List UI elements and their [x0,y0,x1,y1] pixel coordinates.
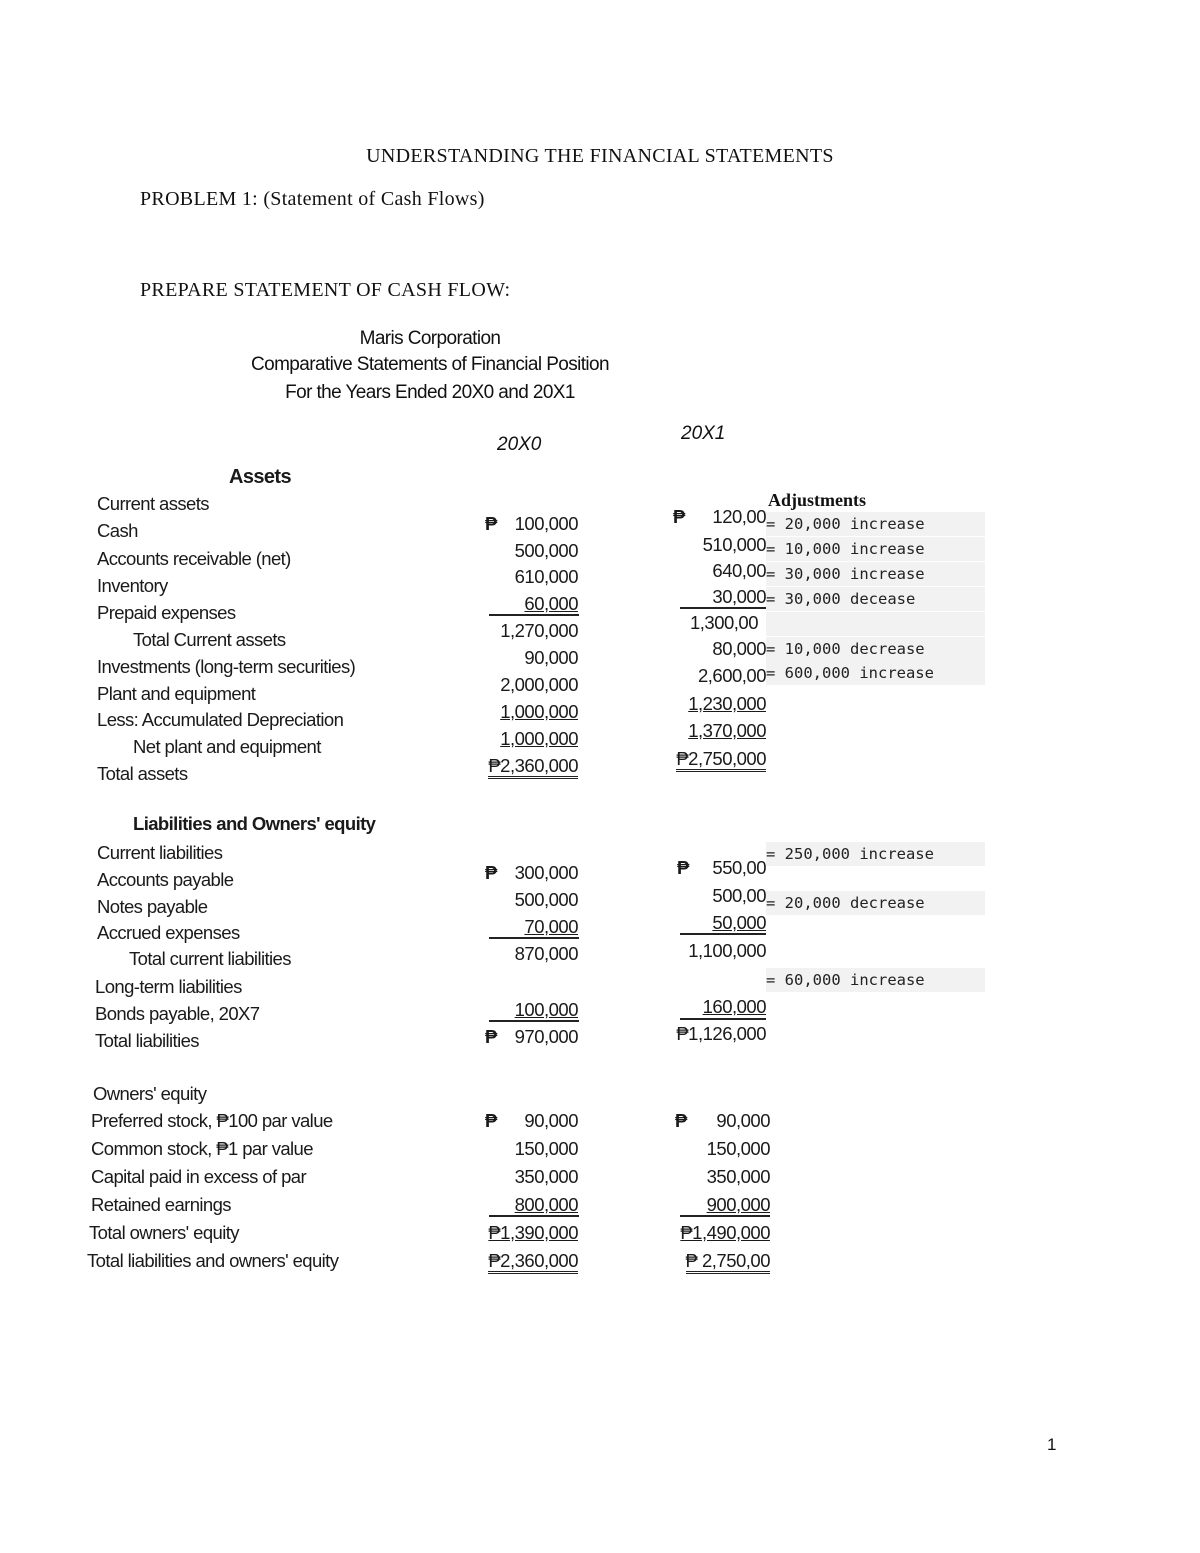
row-label: Total current liabilities [129,948,291,969]
problem-heading: PROBLEM 1: (Statement of Cash Flows) [140,188,485,210]
value-20x1: 1,370,000 [688,720,766,741]
row-label: Investments (long-term securities) [97,656,356,677]
value-20x0: 150,000 [514,1138,578,1159]
row-label: Common stock, ₱1 par value [91,1138,313,1159]
row-label: Notes payable [97,896,208,917]
row-label: Inventory [97,575,168,596]
row-label: Total assets [97,763,188,784]
row-label: Accounts payable [97,869,234,890]
adjustment-note: = 10,000 increase [766,537,985,561]
value-20x1: 150,000 [706,1138,770,1159]
peso-sign: ₱ [485,862,498,883]
total-liabilities-equity-20x1: ₱ 2,750,00 [686,1250,771,1274]
page-title: UNDERSTANDING THE FINANCIAL STATEMENTS [366,145,834,167]
total-liabilities-equity-20x0: ₱2,360,000 [488,1250,578,1274]
peso-sign: ₱ [675,1110,688,1131]
value-20x1: 80,000 [712,638,766,659]
value-20x1: 120,00 [712,506,766,527]
value-20x0: 2,000,000 [500,674,578,695]
value-20x1: 90,000 [716,1110,770,1131]
subtotal-rule [680,607,766,609]
adjustment-note: = 600,000 increase [766,661,985,685]
row-label: Preferred stock, ₱100 par value [91,1110,333,1131]
subtotal-rule [489,1215,579,1217]
row-label: Plant and equipment [97,683,256,704]
subtotal-rule [489,614,579,616]
subtotal-rule [680,1215,770,1217]
peso-sign: ₱ [673,506,686,527]
value-20x0: 800,000 [514,1194,578,1215]
adjustment-note: = 10,000 decrease [766,637,985,661]
column-header-20x0: 20X0 [497,434,542,455]
peso-sign: ₱ [485,1026,498,1047]
value-20x1: 1,100,000 [688,940,766,961]
page-number: 1 [1047,1435,1057,1454]
peso-sign: ₱ [677,857,690,878]
value-20x0: 60,000 [524,593,578,614]
value-20x1: 30,000 [712,586,766,607]
value-20x1: 350,000 [706,1166,770,1187]
company-name: Maris Corporation [359,328,501,349]
row-label: Net plant and equipment [133,736,321,757]
value-20x0: 500,000 [514,889,578,910]
value-20x0: 90,000 [524,647,578,668]
equity-heading: Owners' equity [93,1083,207,1104]
value-20x1: 160,000 [702,996,766,1017]
current-assets-label: Current assets [97,493,209,514]
adjustment-note: = 20,000 decrease [766,891,985,915]
peso-sign: ₱ [485,513,498,534]
value-20x0: 100,000 [514,513,578,534]
statement-period: For the Years Ended 20X0 and 20X1 [285,382,575,403]
total-assets-20x1: ₱2,750,000 [676,748,766,772]
row-label: Less: Accumulated Depreciation [97,709,344,730]
row-label: Retained earnings [91,1194,231,1215]
adjustment-note: = 20,000 increase [766,512,985,536]
adjustment-note: = 30,000 increase [766,562,985,586]
total-assets-20x0: ₱2,360,000 [488,755,578,779]
value-20x0: 1,270,000 [500,620,578,641]
value-20x1: 500,00 [712,885,766,906]
value-20x0: 870,000 [514,943,578,964]
value-20x0: 100,000 [514,999,578,1020]
value-20x0: 350,000 [514,1166,578,1187]
peso-sign: ₱ [485,1110,498,1131]
subtotal-rule [489,937,579,939]
adjustment-spacer [766,612,985,636]
row-label: Prepaid expenses [97,602,236,623]
subtotal-rule [489,1020,579,1022]
value-20x1: 510,000 [702,534,766,555]
adjustment-note: = 250,000 increase [766,842,985,866]
assets-heading: Assets [229,466,291,488]
value-20x1: 900,000 [706,1194,770,1215]
value-20x0: 300,000 [514,862,578,883]
liabilities-heading: Liabilities and Owners' equity [133,813,376,834]
current-liabilities-label: Current liabilities [97,842,223,863]
value-20x1: 1,230,000 [688,693,766,714]
value-20x1: ₱1,490,000 [680,1222,770,1243]
adjustment-note: = 30,000 decease [766,587,985,611]
subtotal-rule [680,1018,766,1020]
value-20x0: ₱1,390,000 [488,1222,578,1243]
value-20x0: 90,000 [524,1110,578,1131]
column-header-20x1: 20X1 [681,423,726,444]
row-label: Total liabilities and owners' equity [87,1250,339,1271]
adjustment-note: = 60,000 increase [766,968,985,992]
value-20x1: 1,300,00 [689,612,758,633]
adjustments-heading: Adjustments [768,490,867,510]
value-20x1: ₱1,126,000 [676,1023,766,1044]
value-20x1: 640,00 [712,560,766,581]
value-20x0: 610,000 [514,566,578,587]
instruction-heading: PREPARE STATEMENT OF CASH FLOW: [140,279,511,301]
row-label: Total Current assets [133,629,286,650]
value-20x0: 1,000,000 [500,728,578,749]
value-20x1: 550,00 [712,857,766,878]
value-20x1: 50,000 [712,912,766,933]
row-label: Total owners' equity [89,1222,239,1243]
row-label: Cash [97,520,138,541]
row-label: Accrued expenses [97,922,240,943]
value-20x0: 970,000 [514,1026,578,1047]
value-20x0: 70,000 [524,916,578,937]
row-label: Total liabilities [95,1030,199,1051]
subtotal-rule [680,933,766,935]
value-20x1: 2,600,00 [697,665,766,686]
row-label: Long-term liabilities [95,976,242,997]
row-label: Bonds payable, 20X7 [95,1003,260,1024]
value-20x0: 500,000 [514,540,578,561]
row-label: Capital paid in excess of par [91,1166,307,1187]
value-20x0: 1,000,000 [500,701,578,722]
row-label: Accounts receivable (net) [97,548,291,569]
statement-title: Comparative Statements of Financial Position [250,354,609,375]
